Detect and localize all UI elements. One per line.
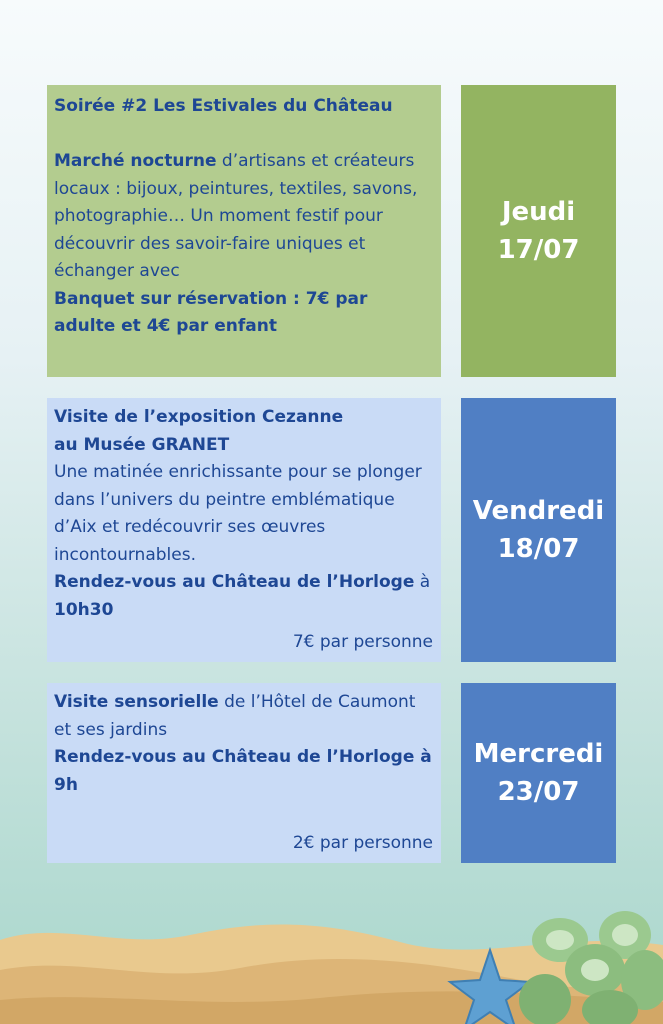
event-meeting-point <box>54 569 433 624</box>
event-card-2 <box>47 398 441 662</box>
event-highlight: Visite sensorielle <box>54 692 219 712</box>
day-label: Jeudi <box>501 197 576 227</box>
date-badge-2 <box>461 398 616 662</box>
event-price: 2€ par personne <box>292 832 433 853</box>
event-description <box>54 689 433 744</box>
date-badge-1 <box>461 85 616 377</box>
day-label: Vendredi <box>472 496 605 526</box>
event-description-text: d’artisans et créateurs locaux : bijoux, peintures, textiles, savons, photographie… Un moment festif pour découvrir des savoir-faire uniques et échanger avec <box>54 151 418 281</box>
event-price: 7€ par personne <box>292 631 433 652</box>
date-label: 23/07 <box>497 777 580 807</box>
event-description: Une matinée enrichissante pour se plonger dans l’univers du peintre emblématique d’Aix et redécouvrir ses œuvres incontournables. <box>54 462 422 565</box>
event-title: Soirée #2 Les Estivales du Château <box>54 96 393 116</box>
event-card-1 <box>47 85 441 377</box>
event-title-line1: Visite de l’exposition Cezanne <box>54 407 344 427</box>
event-title-line2: au Musée GRANET <box>54 434 230 455</box>
event-description <box>54 148 433 286</box>
date-label: 18/07 <box>497 534 580 564</box>
event-highlight: Marché nocturne <box>54 151 217 171</box>
event-meeting-point: Rendez-vous au Château de l’Horloge à 9h <box>54 747 432 795</box>
date-label: 17/07 <box>497 235 580 265</box>
event-description-text: de l’Hôtel de Caumont et ses jardins <box>54 692 416 740</box>
meeting-separator: à <box>414 572 431 592</box>
beach-decoration <box>0 900 663 1024</box>
meeting-time: 10h30 <box>54 599 114 620</box>
event-note: Banquet sur réservation : 7€ par adulte et 4€ par enfant <box>54 288 368 336</box>
date-badge-3 <box>461 683 616 863</box>
event-card-3 <box>47 683 441 863</box>
day-label: Mercredi <box>473 739 604 769</box>
meeting-place: Rendez-vous au Château de l’Horloge <box>54 572 415 592</box>
